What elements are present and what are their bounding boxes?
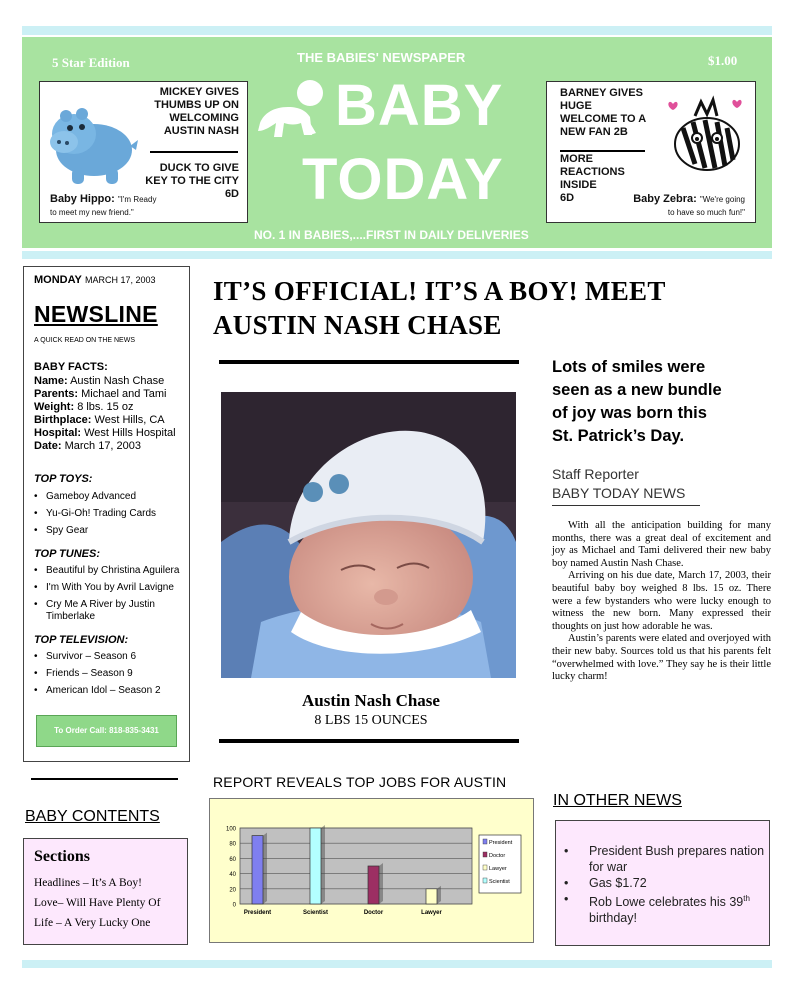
list-item: • Spy Gear: [34, 525, 184, 537]
list-item: • Friends – Season 9: [34, 668, 184, 680]
tagline: NO. 1 IN BABIES,....FIRST IN DAILY DELIVERIES: [254, 228, 529, 242]
top-tv-list: [34, 651, 184, 702]
bar: [426, 889, 437, 904]
bar-side: [437, 886, 441, 904]
list-item: • American Idol – Season 2: [34, 685, 184, 697]
newsline-date: MONDAY MARCH 17, 2003: [34, 274, 156, 286]
edition-label: 5 Star Edition: [52, 55, 130, 70]
masthead-bottom-band: [22, 251, 772, 259]
y-tick-label: 100: [225, 826, 236, 833]
hippo-caption: Baby Hippo: "I'm Ready to meet my new friend.": [50, 193, 157, 217]
list-item: Love– Will Have Plenty Of: [34, 897, 161, 909]
top-tunes-list: [34, 565, 184, 628]
bar-side: [263, 833, 267, 904]
chart-heading: REPORT REVEALS TOP JOBS FOR AUSTIN: [213, 774, 507, 790]
other-news-list: [556, 843, 766, 926]
hippo-headline-2: DUCK TO GIVE KEY TO THE CITY 6D: [145, 162, 239, 200]
list-item: • Gameboy Advanced: [34, 491, 184, 503]
zebra-box-divider: [560, 150, 645, 152]
photo-top-rule: [219, 360, 519, 364]
legend-label: President: [489, 840, 513, 846]
top-band: [22, 26, 772, 35]
zebra-caption: Baby Zebra: "We're going to have so much fun!": [633, 193, 745, 217]
byline-publication: BABY TODAY NEWS: [552, 485, 686, 501]
list-item: • Beautiful by Christina Aguilera: [34, 565, 184, 577]
zebra-headline-2: MORE REACTIONS INSIDE 6D: [560, 153, 625, 204]
contents-heading: BABY CONTENTS: [25, 808, 160, 825]
list-item: Headlines – It’s A Boy!: [34, 877, 142, 889]
paper-name: THE BABIES' NEWSPAPER: [297, 50, 466, 65]
list-item: • Rob Lowe celebrates his 39th birthday!: [556, 891, 766, 926]
zebra-headline-1: BARNEY GIVES HUGE WELCOME TO A NEW FAN 2B: [560, 87, 647, 138]
x-tick-label: Doctor: [363, 910, 384, 916]
hippo-headline-1: MICKEY GIVES THUMBS UP ON WELCOMING AUSTIN NASH: [154, 86, 239, 137]
legend-label: Lawyer: [489, 866, 507, 872]
x-tick-label: Lawyer: [421, 910, 442, 916]
y-tick-label: 0: [232, 902, 236, 909]
y-tick-label: 80: [229, 841, 236, 848]
hippo-box: [39, 81, 248, 223]
baby-photo: [221, 392, 516, 678]
newsline-sidebar: [23, 266, 190, 762]
baby-photo-image: [221, 392, 516, 678]
sections-list: [34, 873, 184, 933]
list-item: • Gas $1.72: [556, 875, 766, 891]
legend-label: Doctor: [489, 853, 506, 859]
y-tick-label: 60: [229, 856, 236, 863]
order-call-button[interactable]: To Order Call: 818-835-3431: [36, 715, 177, 747]
y-tick-label: 20: [229, 887, 236, 894]
list-item: • I'm With You by Avril Lavigne: [34, 582, 184, 594]
title-today: TODAY: [302, 147, 504, 212]
zebra-box: [546, 81, 756, 223]
legend-swatch: [483, 878, 487, 883]
legend-swatch: [483, 839, 487, 844]
sections-title: Sections: [34, 848, 90, 865]
bar-side: [379, 863, 383, 904]
y-tick-label: 40: [229, 872, 236, 879]
baby-facts: BABY FACTS: Name: Austin Nash Chase Parents: Michael and Tami Weight: 8 lbs. 15 oz Birthplace: West Hills, CA Hospital: West Hills Hospital Date: March 17, 2003: [34, 361, 176, 452]
bar: [310, 828, 321, 904]
top-tv-heading: TOP TELEVISION:: [34, 634, 129, 646]
top-tunes-heading: TOP TUNES:: [34, 548, 101, 560]
title-baby: BABY: [335, 73, 504, 138]
other-news-box: [555, 820, 770, 946]
article-lede: Lots of smiles were seen as a new bundle of joy was born this St. Patrick’s Day.: [552, 358, 722, 445]
legend-swatch: [483, 865, 487, 870]
masthead: [22, 37, 772, 248]
contents-top-rule: [31, 778, 178, 780]
legend-label: Scientist: [489, 879, 510, 885]
bar: [252, 836, 263, 904]
price-label: $1.00: [708, 53, 738, 68]
newsline-title: NEWSLINE: [34, 301, 158, 327]
photo-caption-weight: 8 LBS 15 OUNCES: [314, 713, 428, 728]
byline-reporter: Staff Reporter: [552, 466, 639, 482]
newsline-subtitle: A QUICK READ ON THE NEWS: [34, 337, 135, 344]
bar-side: [321, 825, 325, 904]
x-tick-label: President: [243, 910, 272, 916]
list-item: • Survivor – Season 6: [34, 651, 184, 663]
legend-swatch: [483, 852, 487, 857]
jobs-chart: [210, 799, 535, 944]
contents-box: [23, 838, 188, 945]
hippo-box-divider: [150, 151, 238, 153]
top-toys-list: [34, 491, 184, 542]
photo-bottom-rule: [219, 739, 519, 743]
x-tick-label: Scientist: [302, 910, 329, 916]
zebra-icon: [665, 94, 751, 180]
bar: [368, 866, 379, 904]
article-body: With all the anticipation building for many months, there was a great deal of excitement and joy as Michael and Tami delivered their new baby boy named Austin Nash Chase. Arriving on his due date, March 17, 2003, their beautiful baby boy weighed 8 lbs. 15 oz. There were a few bystanders who were lucky enough to witness the new born. Many expressed their thoughts on just how adorable he was. Austin’s parents were elated and overjoyed with their new baby. Sources told us that his parents felt “overwhelmed with love.” They say he is their little lucky charm!: [552, 520, 771, 683]
list-item: • Yu-Gi-Oh! Trading Cards: [34, 508, 184, 520]
list-item: • Cry Me A River by Justin Timberlake: [34, 599, 184, 623]
list-item: Life – A Very Lucky One: [34, 917, 151, 929]
byline-rule: [552, 505, 700, 506]
bottom-band: [22, 960, 772, 968]
photo-caption-name: Austin Nash Chase: [302, 691, 440, 710]
other-news-heading: IN OTHER NEWS: [553, 792, 682, 809]
jobs-chart-panel: [209, 798, 534, 943]
top-toys-heading: TOP TOYS:: [34, 473, 93, 485]
crawling-baby-icon: [254, 77, 334, 143]
list-item: • President Bush prepares nation for war: [556, 843, 766, 875]
main-headline: IT’S OFFICIAL! IT’S A BOY! MEET AUSTIN NASH CHASE: [213, 276, 666, 340]
